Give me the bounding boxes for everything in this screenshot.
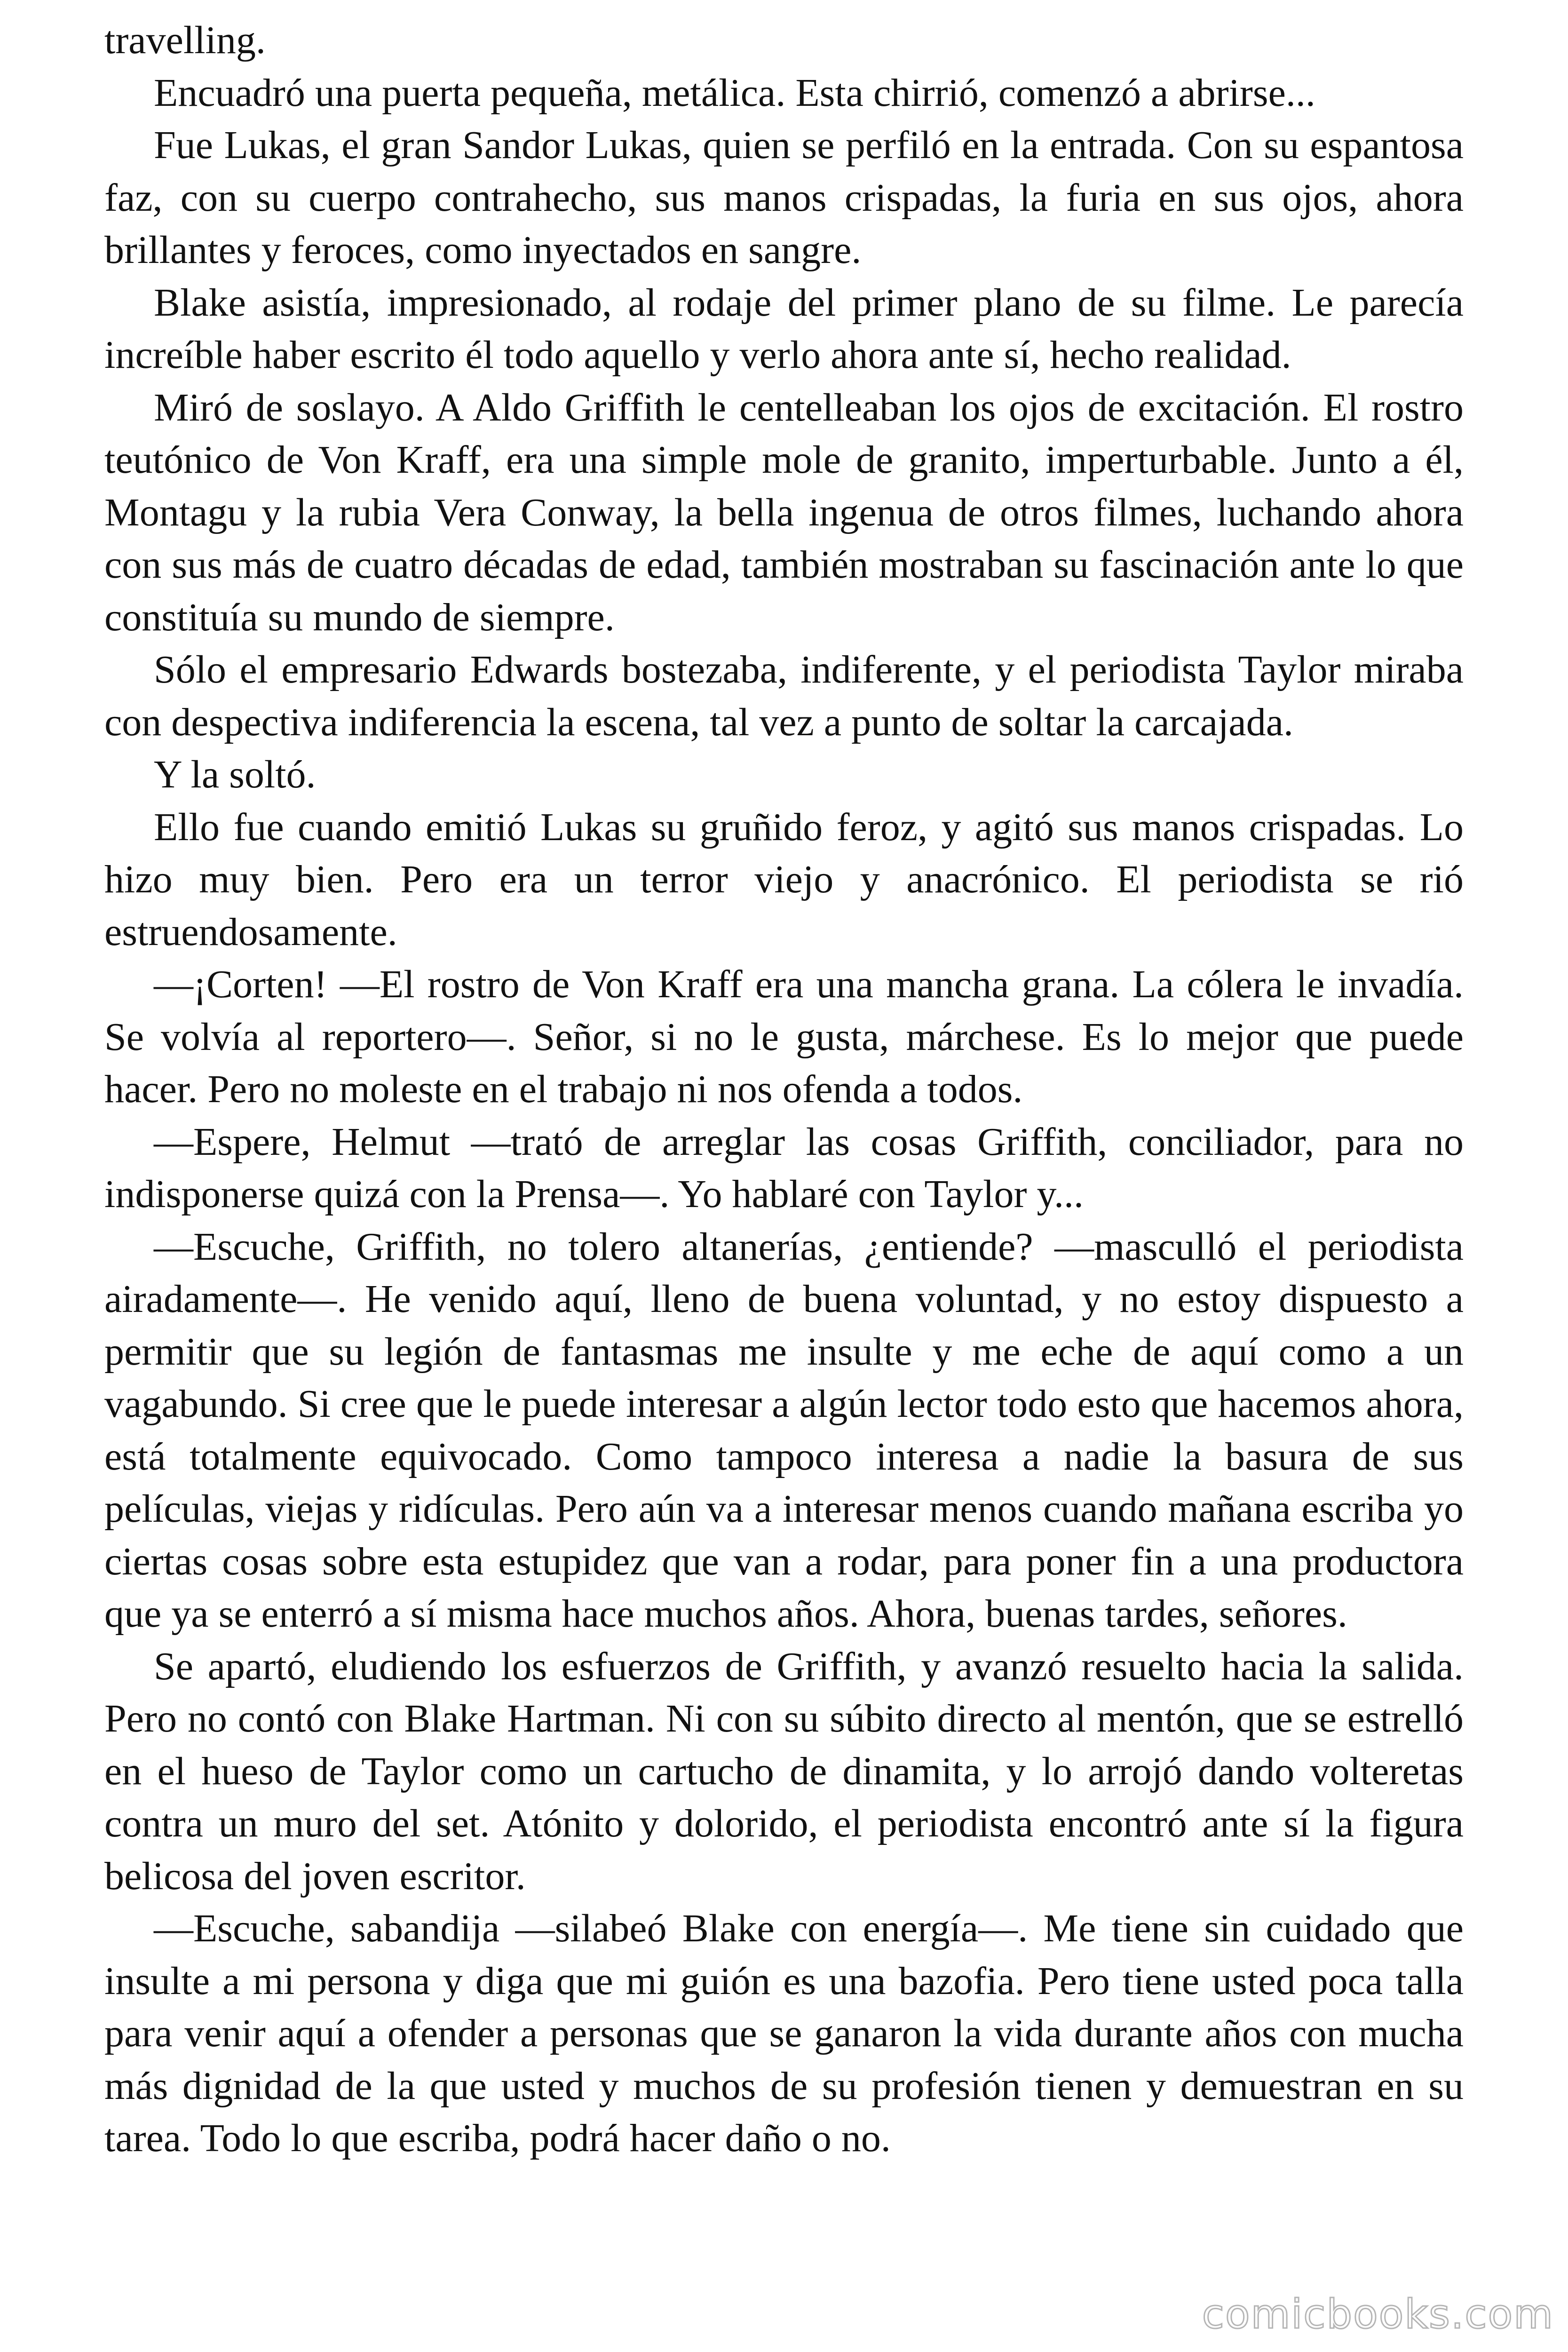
paragraph-5: Miró de soslayo. A Aldo Griffith le centelleaban los ojos de excitación. El rostro teutónico de Von Kraff, era una simple mole de granito, imperturbable. Junto a él, Montagu y la rubia Vera Conway, la bella ingenua de otros filmes, luchando ahora con sus más de cuatro décadas de edad, también mostraban su fascinación ante lo que constituía su mundo de siempre. (104, 385, 1464, 639)
watermark-logo: comicbooks.com (1202, 2291, 1554, 2338)
paragraph-10: —Espere, Helmut —trató de arreglar las cosas Griffith, conciliador, para no indisponerse quizá con la Prensa—. Yo hablaré con Taylor y... (104, 1120, 1464, 1216)
paragraph-8: Ello fue cuando emitió Lukas su gruñido feroz, y agitó sus manos crispadas. Lo hizo muy bien. Pero era un terror viejo y anacrónico. El periodista se rió estruendosamente. (104, 805, 1464, 954)
paragraph-1: travelling. (104, 18, 266, 62)
document-page (104, 14, 1464, 2165)
paragraph-12: Se apartó, eludiendo los esfuerzos de Griffith, y avanzó resuelto hacia la salida. Pero no contó con Blake Hartman. Ni con su súbito directo al mentón, que se estrelló en el hueso de Taylor como un cartucho de dinamita, y lo arrojó dando volteretas contra un muro del set. Atónito y dolorido, el periodista encontró ante sí la figura belicosa del joven escritor. (104, 1644, 1464, 1898)
paragraph-11: —Escuche, Griffith, no tolero altanerías, ¿entiende? —masculló el periodista airadamente—. He venido aquí, lleno de buena voluntad, y no estoy dispuesto a permitir que su legión de fantasmas me insulte y me eche de aquí como a un vagabundo. Si cree que le puede interesar a algún lector todo esto que hacemos ahora, está totalmente equivocado. Como tampoco interesa a nadie la basura de sus películas, viejas y ridículas. Pero aún va a interesar menos cuando mañana escriba yo ciertas cosas sobre esta estupidez que van a rodar, para poner fin a una productora que ya se enterró a sí misma hace muchos años. Ahora, buenas tardes, señores. (104, 1224, 1464, 1636)
paragraph-2: Encuadró una puerta pequeña, metálica. Esta chirrió, comenzó a abrirse... (154, 71, 1315, 115)
paragraph-13: —Escuche, sabandija —silabeó Blake con energía—. Me tiene sin cuidado que insulte a mi persona y diga que mi guión es una bazofia. Pero tiene usted poca talla para venir aquí a ofender a personas que se ganaron la vida durante años con mucha más dignidad de la que usted y muchos de su profesión tienen y demuestran en su tarea. Todo lo que escriba, podrá hacer daño o no. (104, 1907, 1464, 2160)
paragraph-6: Sólo el empresario Edwards bostezaba, indiferente, y el periodista Taylor miraba con despectiva indiferencia la escena, tal vez a punto de soltar la carcajada. (104, 648, 1464, 744)
paragraph-7: Y la soltó. (154, 753, 316, 796)
paragraph-9: —¡Corten! —El rostro de Von Kraff era una mancha grana. La cólera le invadía. Se volvía al reportero—. Señor, si no le gusta, márchese. Es lo mejor que puede hacer. Pero no moleste en el trabajo ni nos ofenda a todos. (104, 962, 1464, 1111)
paragraph-4: Blake asistía, impresionado, al rodaje del primer plano de su filme. Le parecía increíble haber escrito él todo aquello y verlo ahora ante sí, hecho realidad. (104, 280, 1464, 377)
paragraph-3: Fue Lukas, el gran Sandor Lukas, quien se perfiló en la entrada. Con su espantosa faz, con su cuerpo contrahecho, sus manos crispadas, la furia en sus ojos, ahora brillantes y feroces, como inyectados en sangre. (104, 123, 1464, 272)
